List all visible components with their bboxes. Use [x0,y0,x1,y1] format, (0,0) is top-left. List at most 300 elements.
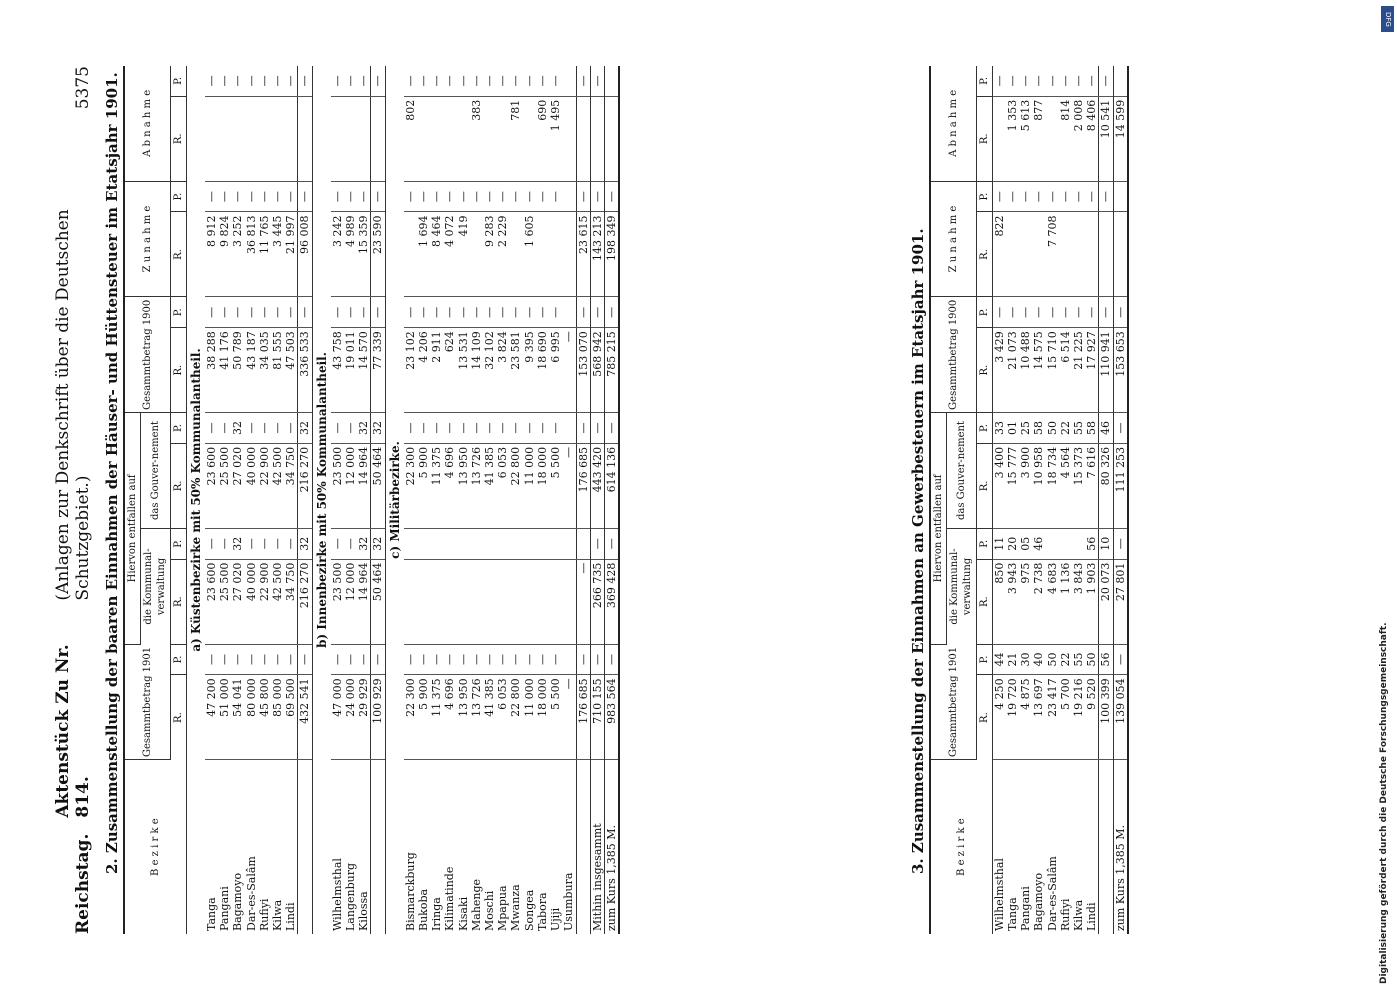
district-name: zum Kurs 1,385 M. [604,760,619,934]
col-p-header: P. [976,181,992,212]
value-p: — [522,181,535,212]
value-r: 1 903 [1085,559,1099,644]
value-r [522,96,535,181]
value-r: 6 995 [549,328,562,413]
value-r: 5 500 [549,675,562,760]
value-p: — [483,181,496,212]
col-zunahme: Z u n a h m e [124,181,170,297]
total-row [590,66,604,934]
value-r: 3 252 [231,212,244,297]
value-r [456,559,469,644]
value-p: — [271,181,284,212]
section-3 [909,66,1129,934]
col-kommunal: die Kommunal-verwaltung [946,528,975,644]
district-name: Rufiyi [257,898,271,931]
value-r: 7 616 [1085,443,1099,528]
value-r: — [562,675,576,760]
value-r: 4 250 [992,675,1006,760]
value-p: — [370,297,384,328]
value-r: 23 615 [576,212,590,297]
value-p: — [218,66,231,96]
value-p [403,528,416,559]
value-r: — [562,328,576,413]
value-p [562,644,576,675]
value-r: 4 072 [443,212,456,297]
value-p: — [257,644,270,675]
value-r [496,96,509,181]
value-r: 24 000 [344,675,357,760]
value-r: 614 136 [604,443,619,528]
value-r: 2 911 [430,328,443,413]
value-r: 13 531 [456,328,469,413]
value-r: 96 008 [297,212,311,297]
value-r: 822 [992,212,1006,297]
value-p: — [483,413,496,444]
col-r-header: R. [976,212,992,297]
value-p: — [496,413,509,444]
col-hiervon: Hiervon entfallen auf [930,413,947,644]
value-r [535,212,548,297]
value-p: — [205,644,218,675]
table-row [205,66,218,934]
value-p: — [1072,181,1085,212]
value-r: 25 500 [218,559,231,644]
value-r: 19 216 [1072,675,1085,760]
value-p: 32 [370,528,384,559]
district-name: Bagamoyo [1031,872,1045,931]
value-p: — [403,181,416,212]
value-r [509,212,522,297]
value-p: — [522,297,535,328]
value-p: — [469,413,482,444]
value-r: 13 950 [456,443,469,528]
district-name: Mahenge [469,878,483,931]
district-name: Dar-es-Salâm [244,856,258,931]
value-r [417,96,430,181]
value-p: 58 [1032,413,1045,444]
col-hiervon: Hiervon entfallen auf [124,413,141,644]
value-r [1085,212,1099,297]
value-r: 781 [509,96,522,181]
value-r: 139 054 [1113,675,1128,760]
col-p-header: P. [170,644,186,675]
value-p: — [1098,181,1112,212]
value-r: 6 053 [496,443,509,528]
value-p: — [992,297,1006,328]
value-p: — [1045,66,1058,96]
value-r [417,559,430,644]
value-p: 40 [1032,644,1045,675]
value-r: 5 900 [417,443,430,528]
table-row [417,66,430,934]
value-r: 81 555 [271,328,284,413]
value-r [1019,212,1032,297]
col-ges1900: Gesammtbetrag 1900 [930,297,976,413]
table-row [271,66,284,934]
value-r: 13 697 [1032,675,1045,760]
value-p: — [330,66,343,96]
header-subtitle: (Anlagen zur Denkschrift über die Deutschen Schutzgebiet.) [52,209,93,601]
value-p: — [1019,66,1032,96]
table-row [992,66,1006,934]
value-p: 32 [297,413,311,444]
value-p: — [483,297,496,328]
district-name: Iringa [429,897,443,931]
value-r: 216 270 [297,559,311,644]
value-r [549,212,562,297]
value-r [257,96,270,181]
value-r: 443 420 [590,443,604,528]
value-p: 30 [1019,644,1032,675]
sum-row [576,66,590,934]
value-p: 33 [992,413,1006,444]
value-r: 34 035 [257,328,270,413]
district-name: Songea [522,889,536,931]
value-r: 13 950 [456,675,469,760]
value-p: — [297,297,311,328]
value-r: 850 [992,559,1006,644]
value-r [357,96,371,181]
value-r: 198 349 [604,212,619,297]
value-p [456,528,469,559]
value-p [430,528,443,559]
district-name: Langenburg [343,862,357,931]
value-p: — [1019,297,1032,328]
table-row [403,66,416,934]
group-heading [312,66,331,934]
value-r [244,96,257,181]
value-r [370,96,384,181]
table-row [1045,66,1058,934]
section-2-title: 2. Zusammenstellung der baaren Einnahmen der Häuser- und Hüttensteuer im Etatsjahr 1901. [102,72,121,874]
value-p: 32 [231,413,244,444]
value-r: 100 929 [370,675,384,760]
value-r: 3 824 [496,328,509,413]
value-p: — [456,66,469,96]
value-p: — [576,66,590,96]
value-p: — [218,297,231,328]
value-p: — [244,528,257,559]
value-p: 21 [1006,644,1019,675]
sum-row [1098,66,1112,934]
value-p: — [590,66,604,96]
header-title: Aktenstück Zu Nr. 814. [52,644,93,818]
value-r: 80 000 [244,675,257,760]
value-r [1072,212,1085,297]
value-p: 46 [1098,413,1112,444]
value-p: — [535,644,548,675]
value-p: — [205,181,218,212]
value-p: — [522,644,535,675]
kurs-row [1113,66,1128,934]
col-r-header: R. [976,328,992,413]
col-r-header: R. [976,96,992,181]
value-p: — [417,413,430,444]
value-p: — [231,181,244,212]
value-r: 21 997 [284,212,298,297]
value-r: — [562,443,576,528]
value-p: — [1058,66,1071,96]
value-p: — [496,297,509,328]
value-r: 34 750 [284,443,298,528]
value-p [549,528,562,559]
col-abnahme: A b n a h m e [124,66,170,181]
col-gouv: das Gouver-nement [140,413,169,529]
value-r [430,559,443,644]
value-r: 8 464 [430,212,443,297]
value-r: 36 813 [244,212,257,297]
value-r: 3 445 [271,212,284,297]
value-p: — [357,297,371,328]
table-row [231,66,244,934]
value-p: — [244,297,257,328]
value-p [535,528,548,559]
district-name: Kilwa [1071,899,1085,931]
value-r: 432 541 [297,675,311,760]
value-p: — [443,66,456,96]
district-name: Wilhelmsthal [330,858,344,931]
value-r: 100 399 [1098,675,1112,760]
value-r [1058,212,1071,297]
value-r [330,96,343,181]
value-p: — [456,644,469,675]
page-number: 5375 [72,66,93,110]
value-p: — [483,66,496,96]
value-r: 2 229 [496,212,509,297]
value-p: — [1006,181,1019,212]
value-r: 10 958 [1032,443,1045,528]
value-r: 22 900 [257,559,270,644]
value-p: — [330,644,343,675]
table-row [1085,66,1099,934]
value-p: 50 [1045,413,1058,444]
value-p: — [576,413,590,444]
value-p [562,528,576,559]
value-p: — [443,181,456,212]
value-r: 12 000 [344,559,357,644]
value-r [549,559,562,644]
group-heading [186,66,205,934]
value-p: — [1085,66,1099,96]
value-r: 9 283 [483,212,496,297]
value-r: 5 700 [1058,675,1071,760]
value-p: — [205,297,218,328]
value-r [562,212,576,297]
value-p: — [370,644,384,675]
value-p: — [1113,528,1128,559]
col-zunahme: Z u n a h m e [930,181,976,297]
col-p-header: P. [170,528,186,559]
value-r: 42 500 [271,443,284,528]
value-r [443,96,456,181]
value-p: 32 [370,413,384,444]
value-r: 13 726 [469,443,482,528]
sum-row [370,66,384,934]
value-r: 40 000 [244,559,257,644]
value-r: 15 777 [1006,443,1019,528]
value-r: 176 685 [576,675,590,760]
value-r: 41 176 [218,328,231,413]
value-p: — [271,297,284,328]
table-row [1006,66,1019,934]
table-row [330,66,343,934]
district-name: Kisaki [456,896,470,931]
value-r [403,559,416,644]
value-p [483,528,496,559]
district-name: Tabora [535,892,549,931]
value-p [522,528,535,559]
value-r [218,96,231,181]
value-r: 43 187 [244,328,257,413]
value-r: 143 213 [590,212,604,297]
value-r: 7 708 [1045,212,1058,297]
header-reichstag: Reichstag. [72,833,93,934]
value-r: 23 500 [330,443,343,528]
value-r: 14 109 [469,328,482,413]
value-p: — [992,66,1006,96]
value-p: — [344,66,357,96]
value-p: — [1113,297,1128,328]
kurs-row [604,66,619,934]
value-r [1113,212,1128,297]
value-p: — [244,181,257,212]
value-r: 2 008 [1072,96,1085,181]
value-p: — [509,297,522,328]
value-r [1032,212,1045,297]
value-p: — [483,644,496,675]
value-p: — [244,413,257,444]
table-row [430,66,443,934]
value-p [469,528,482,559]
value-p: 25 [1019,413,1032,444]
value-p: — [370,181,384,212]
value-p: — [469,181,482,212]
value-p [1113,181,1128,212]
col-p-header: P. [170,181,186,212]
value-p: — [509,413,522,444]
value-p: — [590,528,604,559]
value-r: 80 326 [1098,443,1112,528]
district-name [297,760,311,934]
value-r: 3 900 [1019,443,1032,528]
value-p: — [604,528,619,559]
value-r: 21 073 [1006,328,1019,413]
value-p: — [218,644,231,675]
value-p: — [1085,181,1099,212]
table-row [549,66,562,934]
value-r: 802 [403,96,416,181]
value-r: 19 720 [1006,675,1019,760]
value-r: 1 694 [417,212,430,297]
value-r: — [576,559,590,644]
value-r: 176 685 [576,443,590,528]
value-r: 6 514 [1058,328,1071,413]
value-p: — [549,66,562,96]
value-r: 4 206 [417,328,430,413]
value-p: — [330,413,343,444]
value-p: 55 [1072,413,1085,444]
value-p: — [344,181,357,212]
value-r: 21 225 [1072,328,1085,413]
group-label: b) Innenbezirke mit 50% Kommunalantheil. [314,352,329,648]
value-r: 3 400 [992,443,1006,528]
value-p: 22 [1058,413,1071,444]
value-p: 50 [1045,644,1058,675]
value-r: 17 927 [1085,328,1099,413]
table-row [1019,66,1032,934]
value-r [271,96,284,181]
table-row [443,66,456,934]
value-p: — [604,413,619,444]
value-p: — [257,413,270,444]
district-name: Mpapua [495,885,509,931]
value-r: 47 200 [205,675,218,760]
value-r [430,96,443,181]
value-p: — [218,181,231,212]
district-name: Bukoba [416,888,430,931]
value-p: — [297,66,311,96]
value-r: 8 406 [1085,96,1099,181]
value-p: — [1098,297,1112,328]
district-name: Ujiji [548,907,562,931]
value-p: — [535,181,548,212]
value-p: — [1113,644,1128,675]
value-p: 32 [297,528,311,559]
group-heading [385,66,404,934]
value-p: — [1045,181,1058,212]
value-r: 54 041 [231,675,244,760]
value-r: 216 270 [297,443,311,528]
value-r [522,559,535,644]
col-r-header: R. [170,443,186,528]
value-p: — [1006,66,1019,96]
group-label: a) Küstenbezirke mit 50% Kommunalantheil. [188,348,203,652]
value-p: — [330,297,343,328]
value-r: 9 824 [218,212,231,297]
value-r: 12 000 [344,443,357,528]
table-row [496,66,509,934]
value-p: 56 [1098,644,1112,675]
value-r [590,96,604,181]
col-bezirke: B e z i r k e [930,760,992,934]
value-p: — [443,644,456,675]
col-ges1901: Gesammtbetrag 1901 [930,644,976,760]
value-p: 58 [1085,413,1099,444]
value-r: 29 929 [357,675,371,760]
table-row [244,66,257,934]
value-r: 4 875 [1019,675,1032,760]
col-r-header: R. [170,675,186,760]
col-p-header: P. [976,413,992,444]
value-p: — [496,181,509,212]
value-r: 1 136 [1058,559,1071,644]
value-r: 23 581 [509,328,522,413]
value-r [1098,212,1112,297]
value-p: — [509,66,522,96]
district-name: Pangani [1018,886,1032,931]
dfg-logo: DFG [1381,6,1394,32]
value-r: 9 520 [1085,675,1099,760]
value-p: 32 [231,528,244,559]
value-p: — [417,644,430,675]
value-p: — [509,644,522,675]
value-p: — [576,297,590,328]
value-p: — [430,297,443,328]
value-r: 41 385 [483,675,496,760]
value-p: — [284,66,298,96]
value-r [483,559,496,644]
value-r: 69 500 [284,675,298,760]
